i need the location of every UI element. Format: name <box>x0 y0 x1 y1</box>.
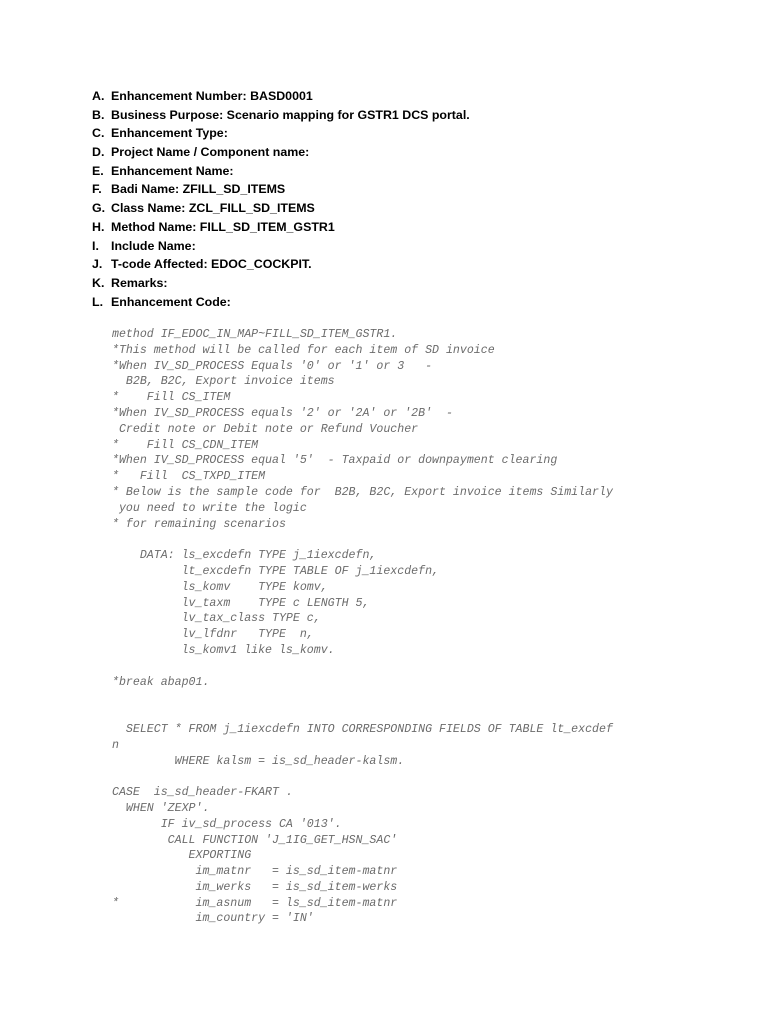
code-line: *break abap01. <box>112 675 210 689</box>
code-line: lv_taxm TYPE c LENGTH 5, <box>112 596 370 610</box>
field-text: Class Name: ZCL_FILL_SD_ITEMS <box>111 201 315 216</box>
enhancement-field-list <box>92 87 732 311</box>
field-item <box>92 87 732 106</box>
code-line: ls_komv TYPE komv, <box>112 580 328 594</box>
field-text: Business Purpose: Scenario mapping for GSTR1 DCS portal. <box>111 107 470 122</box>
abap-code-block <box>112 327 732 927</box>
field-marker: B. <box>92 107 105 122</box>
code-line <box>112 706 732 722</box>
code-line: IF iv_sd_process CA '013'. <box>112 817 342 831</box>
code-line: *When IV_SD_PROCESS Equals '0' or '1' or 3 - <box>112 359 433 373</box>
field-marker: F. <box>92 182 102 197</box>
code-line: * for remaining scenarios <box>112 517 286 531</box>
field-item <box>92 274 732 293</box>
field-marker: H. <box>92 219 105 234</box>
field-marker: J. <box>92 257 103 272</box>
field-item <box>92 237 732 256</box>
code-line: B2B, B2C, Export invoice items <box>112 375 335 389</box>
field-text: Enhancement Code: <box>111 294 231 309</box>
code-line: CASE is_sd_header-FKART . <box>112 786 293 800</box>
code-line: *When IV_SD_PROCESS equals '2' or '2A' or '2B' - <box>112 406 453 420</box>
field-text: Remarks: <box>111 275 168 290</box>
field-text: Include Name: <box>111 238 196 253</box>
code-line: * im_asnum = ls_sd_item-matnr <box>112 896 398 910</box>
code-line <box>112 659 732 675</box>
field-item <box>92 106 732 125</box>
code-line: ls_komv1 like ls_komv. <box>112 643 335 657</box>
code-line: lv_lfdnr TYPE n, <box>112 628 314 642</box>
code-line <box>112 769 732 785</box>
field-item <box>92 255 732 274</box>
field-text: Project Name / Component name: <box>111 145 310 160</box>
code-line <box>112 532 732 548</box>
code-line: * Fill CS_TXPD_ITEM <box>112 470 266 484</box>
field-item <box>92 199 732 218</box>
field-text: Enhancement Type: <box>111 126 228 141</box>
field-marker: E. <box>92 163 104 178</box>
code-line: SELECT * FROM j_1iexcdefn INTO CORRESPONDING FIELDS OF TABLE lt_excdef <box>112 722 613 736</box>
field-item <box>92 180 732 199</box>
code-line: EXPORTING <box>112 849 252 863</box>
code-line: im_matnr = is_sd_item-matnr <box>112 865 398 879</box>
field-item <box>92 143 732 162</box>
field-text: Badi Name: ZFILL_SD_ITEMS <box>111 182 286 197</box>
code-line: WHERE kalsm = is_sd_header-kalsm. <box>112 754 405 768</box>
code-line: *When IV_SD_PROCESS equal '5' - Taxpaid or downpayment clearing <box>112 454 558 468</box>
field-item <box>92 162 732 181</box>
code-line <box>112 690 732 706</box>
field-marker: I. <box>92 238 99 253</box>
code-line: im_werks = is_sd_item-werks <box>112 880 398 894</box>
field-marker: G. <box>92 201 106 216</box>
field-text: Enhancement Name: <box>111 163 234 178</box>
code-line: * Fill CS_ITEM <box>112 391 231 405</box>
code-line: you need to write the logic <box>112 501 307 515</box>
code-line: WHEN 'ZEXP'. <box>112 801 210 815</box>
code-line: im_country = 'IN' <box>112 912 314 926</box>
code-line: Credit note or Debit note or Refund Voucher <box>112 422 419 436</box>
code-line: n <box>112 738 119 752</box>
code-line: * Below is the sample code for B2B, B2C, Export invoice items Similarly <box>112 485 613 499</box>
field-marker: A. <box>92 89 105 103</box>
field-marker: K. <box>92 275 105 290</box>
field-text: Enhancement Number: BASD0001 <box>111 89 313 103</box>
code-line: lt_excdefn TYPE TABLE OF j_1iexcdefn, <box>112 564 439 578</box>
field-marker: D. <box>92 145 105 160</box>
code-line: DATA: ls_excdefn TYPE j_1iexcdefn, <box>112 549 377 563</box>
field-item <box>92 124 732 143</box>
code-line: *This method will be called for each item of SD invoice <box>112 343 495 357</box>
field-text: Method Name: FILL_SD_ITEM_GSTR1 <box>111 219 335 234</box>
code-line: method IF_EDOC_IN_MAP~FILL_SD_ITEM_GSTR1. <box>112 328 398 341</box>
field-text: T-code Affected: EDOC_COCKPIT. <box>111 257 312 272</box>
field-marker: C. <box>92 126 105 141</box>
field-item <box>92 293 732 312</box>
code-line: lv_tax_class TYPE c, <box>112 612 321 626</box>
code-line: * Fill CS_CDN_ITEM <box>112 438 259 452</box>
field-item <box>92 218 732 237</box>
code-line: CALL FUNCTION 'J_1IG_GET_HSN_SAC' <box>112 833 398 847</box>
field-marker: L. <box>92 294 104 309</box>
